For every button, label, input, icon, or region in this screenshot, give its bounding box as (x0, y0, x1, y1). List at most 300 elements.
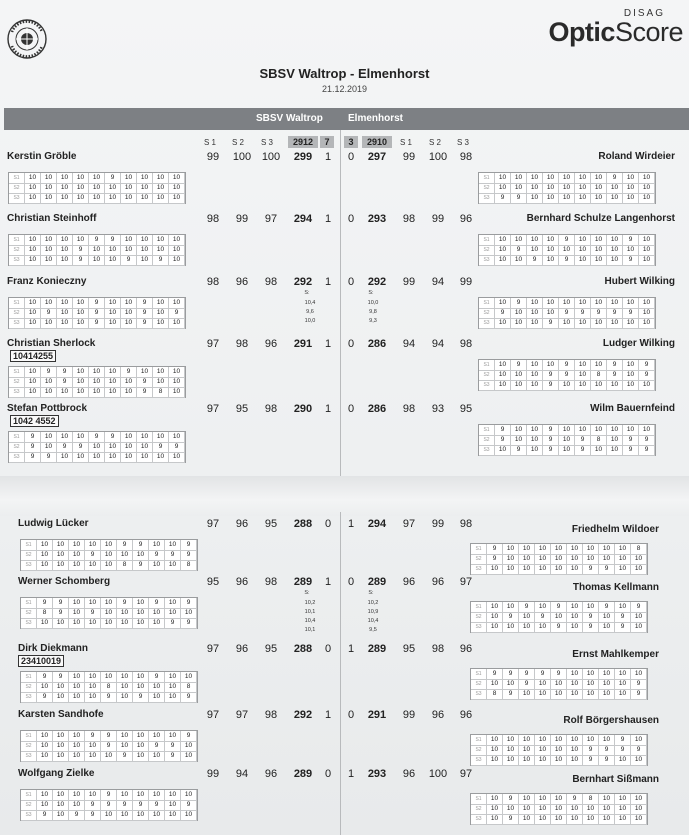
shot-value: 10 (535, 814, 551, 825)
shot-value: 10 (551, 544, 567, 555)
shot-value: 10 (53, 618, 69, 629)
shot-value: 10 (137, 193, 153, 204)
home-series-2: 96 (235, 576, 249, 588)
shot-value: 10 (181, 790, 197, 801)
shot-value: 10 (165, 598, 181, 609)
shot-value: 10 (551, 689, 567, 700)
shot-value: 10 (153, 173, 169, 184)
away-series-3: 95 (459, 403, 473, 415)
home-series-grid (8, 431, 186, 463)
shot-value: 9 (575, 445, 591, 456)
away-grid-row (471, 745, 647, 755)
away-grid-row-label: S1 (471, 602, 487, 613)
shot-value: 10 (41, 387, 57, 398)
shot-value: 10 (639, 193, 655, 204)
shot-value: 10 (519, 814, 535, 825)
home-points: 0 (324, 643, 332, 655)
shot-value: 10 (623, 380, 639, 391)
shot-value: 10 (41, 235, 57, 246)
away-grid-row (471, 689, 647, 699)
shot-value: 10 (623, 183, 639, 194)
away-points: 0 (347, 151, 355, 163)
away-series-3: 97 (459, 576, 473, 588)
away-total: 293 (367, 213, 387, 225)
shot-value: 10 (53, 560, 69, 571)
shot-value: 10 (551, 612, 567, 623)
shot-value: 10 (551, 814, 567, 825)
shot-value: 9 (615, 612, 631, 623)
home-grid-row (21, 550, 197, 560)
shot-value: 10 (559, 435, 575, 446)
shot-value: 8 (181, 560, 197, 571)
shot-value: 10 (631, 794, 647, 805)
shot-value: 9 (487, 554, 503, 565)
shot-value: 9 (631, 689, 647, 700)
shot-value: 10 (53, 810, 69, 821)
away-points: 0 (347, 213, 355, 225)
home-series-1: 97 (206, 643, 220, 655)
home-grid-row-label: S1 (9, 173, 25, 184)
home-grid-row (9, 298, 185, 308)
shot-value: 10 (575, 380, 591, 391)
shot-value: 10 (133, 731, 149, 742)
shot-value: 10 (543, 193, 559, 204)
shot-value: 9 (121, 255, 137, 266)
shot-value: 9 (487, 669, 503, 680)
away-series-2: 96 (431, 709, 445, 721)
shot-value: 10 (535, 735, 551, 746)
shot-value: 10 (503, 564, 519, 575)
shot-value: 10 (535, 622, 551, 633)
shot-value: 9 (503, 669, 519, 680)
shot-value: 10 (511, 425, 527, 436)
shot-value: 9 (639, 435, 655, 446)
home-grid-row (21, 800, 197, 810)
shot-value: 10 (121, 173, 137, 184)
shot-value: 10 (519, 689, 535, 700)
shot-value: 10 (615, 564, 631, 575)
away-grid-row (471, 612, 647, 622)
shot-value: 9 (559, 308, 575, 319)
shot-value: 9 (527, 255, 543, 266)
away-grid-row (471, 679, 647, 689)
shot-value: 10 (527, 370, 543, 381)
shot-value: 10 (153, 298, 169, 309)
shot-value: 10 (41, 377, 57, 388)
shot-value: 10 (543, 255, 559, 266)
shot-value: 9 (543, 318, 559, 329)
home-points: 1 (324, 276, 332, 288)
shot-value: 10 (25, 235, 41, 246)
shot-value: 10 (149, 560, 165, 571)
home-grid-row-label: S1 (9, 298, 25, 309)
away-col-s1: S 1 (400, 138, 413, 147)
shot-value: 10 (583, 679, 599, 690)
shot-value: 10 (511, 435, 527, 446)
shot-value: 10 (153, 193, 169, 204)
shot-value: 9 (495, 193, 511, 204)
shot-value: 10 (575, 193, 591, 204)
shot-value: 8 (37, 608, 53, 619)
shot-value: 9 (631, 602, 647, 613)
shot-value: 10 (169, 183, 185, 194)
shot-value: 10 (615, 755, 631, 766)
home-series-grid (20, 539, 198, 571)
home-series-grid (8, 297, 186, 329)
shot-value: 10 (495, 318, 511, 329)
shot-value: 10 (511, 173, 527, 184)
away-series-3: 98 (459, 338, 473, 350)
shot-value: 9 (503, 689, 519, 700)
shot-value: 10 (511, 370, 527, 381)
away-grid-row (471, 814, 647, 824)
shot-value: 9 (121, 367, 137, 378)
shot-value: 10 (567, 669, 583, 680)
home-grid-row (9, 318, 185, 328)
away-grid-row-label: S2 (479, 308, 495, 319)
shot-value: 10 (69, 692, 85, 703)
shot-value: 10 (567, 554, 583, 565)
shot-value: 10 (169, 318, 185, 329)
away-grid-row-label: S2 (471, 745, 487, 756)
away-total: 294 (367, 518, 387, 530)
shot-value: 9 (41, 308, 57, 319)
shot-value: 9 (85, 800, 101, 811)
shot-value: 10 (169, 377, 185, 388)
shot-value: 10 (89, 367, 105, 378)
shot-value: 10 (535, 564, 551, 575)
away-shooter-name: Hubert Wilking (604, 276, 675, 287)
shot-value: 10 (73, 173, 89, 184)
shot-value: 10 (169, 193, 185, 204)
shot-value: 10 (41, 318, 57, 329)
shot-value: 9 (559, 255, 575, 266)
shot-value: 10 (615, 554, 631, 565)
shot-value: 10 (535, 544, 551, 555)
shot-value: 10 (567, 689, 583, 700)
shot-value: 10 (583, 689, 599, 700)
shot-value: 10 (69, 682, 85, 693)
shot-value: 10 (535, 602, 551, 613)
shot-value: 10 (495, 235, 511, 246)
home-shootoff-shot: 10,2 (304, 600, 316, 606)
away-grid-row-label: S1 (479, 360, 495, 371)
shot-value: 10 (559, 173, 575, 184)
home-series-2: 95 (235, 403, 249, 415)
home-grid-row-label: S2 (9, 308, 25, 319)
shot-value: 9 (37, 810, 53, 821)
shot-value: 10 (85, 560, 101, 571)
shot-value: 10 (519, 794, 535, 805)
away-shooter-name: Ernst Mahlkemper (572, 649, 659, 660)
home-grid-row-label: S3 (9, 452, 25, 463)
shot-value: 9 (591, 308, 607, 319)
away-shootoff-shot: 9,5 (369, 627, 377, 633)
shot-value: 9 (133, 540, 149, 551)
shot-value: 10 (639, 308, 655, 319)
shot-value: 8 (101, 682, 117, 693)
away-grid-row-label: S3 (479, 255, 495, 266)
shot-value: 10 (599, 612, 615, 623)
away-series-3: 98 (459, 151, 473, 163)
shot-value: 10 (503, 622, 519, 633)
shot-value: 10 (583, 804, 599, 815)
shot-value: 10 (73, 235, 89, 246)
home-total: 292 (293, 276, 313, 288)
away-grid-row (471, 669, 647, 679)
shot-value: 10 (559, 445, 575, 456)
home-grid-row-label: S2 (21, 682, 37, 693)
shot-value: 10 (599, 689, 615, 700)
shot-value: 10 (117, 741, 133, 752)
away-series-1: 96 (402, 576, 416, 588)
home-grid-row-label: S3 (9, 318, 25, 329)
home-shootoff-label: S: (304, 590, 310, 596)
home-points: 0 (324, 768, 332, 780)
shot-value: 9 (599, 745, 615, 756)
shot-value: 9 (101, 741, 117, 752)
shot-value: 10 (37, 682, 53, 693)
shot-value: 9 (181, 618, 197, 629)
shot-value: 10 (559, 298, 575, 309)
shot-value: 10 (607, 235, 623, 246)
home-grid-row (21, 731, 197, 741)
shot-value: 10 (551, 745, 567, 756)
shot-value: 10 (559, 425, 575, 436)
home-series-2: 99 (235, 213, 249, 225)
shot-value: 10 (69, 608, 85, 619)
shot-value: 10 (567, 622, 583, 633)
shot-value: 10 (551, 554, 567, 565)
shot-value: 10 (583, 554, 599, 565)
home-grid-row-label: S1 (21, 598, 37, 609)
shot-value: 9 (181, 550, 197, 561)
away-series-2: 96 (431, 576, 445, 588)
away-series-2: 100 (428, 768, 448, 780)
away-grid-row-label: S2 (479, 370, 495, 381)
shot-value: 9 (153, 255, 169, 266)
shot-value: 9 (607, 173, 623, 184)
shot-value: 10 (639, 298, 655, 309)
home-points: 1 (324, 403, 332, 415)
shot-value: 10 (73, 308, 89, 319)
shot-value: 10 (527, 380, 543, 391)
shot-value: 10 (575, 235, 591, 246)
shot-value: 10 (543, 308, 559, 319)
shot-value: 9 (559, 235, 575, 246)
shot-value: 9 (575, 308, 591, 319)
home-grid-row-label: S1 (21, 540, 37, 551)
shot-value: 10 (615, 544, 631, 555)
home-total: 292 (293, 709, 313, 721)
home-grid-row-label: S3 (21, 751, 37, 762)
home-shootoff-shot: 10,1 (304, 609, 316, 615)
shot-value: 9 (53, 608, 69, 619)
shot-value: 10 (591, 245, 607, 256)
shot-value: 10 (535, 745, 551, 756)
shot-value: 10 (121, 235, 137, 246)
shot-value: 10 (567, 544, 583, 555)
shot-value: 8 (583, 794, 599, 805)
shot-value: 10 (535, 689, 551, 700)
shot-value: 10 (105, 308, 121, 319)
away-grid-row (479, 173, 655, 183)
shot-value: 10 (599, 669, 615, 680)
shot-value: 9 (85, 550, 101, 561)
shot-value: 9 (487, 544, 503, 555)
shot-value: 10 (117, 810, 133, 821)
shot-value: 10 (153, 452, 169, 463)
home-grid-row (21, 751, 197, 761)
home-shooter-name: Karsten Sandhofe (18, 709, 104, 720)
away-series-2: 100 (428, 151, 448, 163)
home-shooter-name: Kerstin Gröble (7, 151, 77, 162)
away-series-1: 95 (402, 643, 416, 655)
away-series-1: 99 (402, 151, 416, 163)
home-series-grid (8, 366, 186, 398)
shot-value: 10 (567, 755, 583, 766)
shot-value: 10 (137, 432, 153, 443)
away-points: 1 (347, 518, 355, 530)
away-grid-row-label: S3 (479, 380, 495, 391)
home-series-3: 98 (264, 276, 278, 288)
shot-value: 9 (153, 442, 169, 453)
shot-value: 10 (607, 255, 623, 266)
home-grid-row-label: S3 (21, 692, 37, 703)
shot-value: 10 (53, 790, 69, 801)
shot-value: 10 (495, 370, 511, 381)
shot-value: 9 (615, 745, 631, 756)
shot-value: 10 (89, 245, 105, 256)
home-license-number: 23410019 (18, 655, 64, 667)
shot-value: 10 (89, 183, 105, 194)
shot-value: 10 (181, 608, 197, 619)
away-shootoff-label: S: (368, 290, 374, 296)
shot-value: 10 (623, 245, 639, 256)
shot-value: 10 (117, 682, 133, 693)
away-series-3: 96 (459, 709, 473, 721)
shot-value: 9 (89, 432, 105, 443)
shot-value: 8 (153, 387, 169, 398)
shot-value: 9 (181, 540, 197, 551)
shot-value: 10 (25, 387, 41, 398)
home-grid-row-label: S1 (21, 731, 37, 742)
shot-value: 9 (57, 377, 73, 388)
shot-value: 10 (575, 318, 591, 329)
shot-value: 10 (25, 367, 41, 378)
shot-value: 10 (117, 672, 133, 683)
home-team-total: 2912 (288, 136, 318, 148)
home-total: 288 (293, 643, 313, 655)
home-points: 1 (324, 213, 332, 225)
shot-value: 10 (181, 751, 197, 762)
shot-value: 10 (519, 612, 535, 623)
shot-value: 10 (495, 183, 511, 194)
shot-value: 10 (137, 183, 153, 194)
home-grid-row (9, 235, 185, 245)
home-shootoff-shot: 10,4 (304, 618, 316, 624)
shot-value: 10 (73, 452, 89, 463)
shot-value: 10 (153, 308, 169, 319)
home-grid-row-label: S2 (21, 550, 37, 561)
shot-value: 10 (57, 298, 73, 309)
shot-value: 10 (181, 672, 197, 683)
shot-value: 10 (591, 360, 607, 371)
shot-value: 10 (503, 735, 519, 746)
shot-value: 10 (551, 679, 567, 690)
shot-value: 10 (25, 193, 41, 204)
away-series-grid (470, 601, 648, 633)
home-col-s3: S 3 (261, 138, 274, 147)
shot-value: 10 (169, 245, 185, 256)
shot-value: 10 (169, 432, 185, 443)
away-grid-row-label: S3 (479, 193, 495, 204)
shot-value: 10 (25, 173, 41, 184)
shot-value: 10 (591, 255, 607, 266)
shot-value: 10 (121, 432, 137, 443)
away-grid-row-label: S1 (479, 235, 495, 246)
away-grid-row (479, 245, 655, 255)
home-total: 299 (293, 151, 313, 163)
shot-value: 9 (519, 669, 535, 680)
shot-value: 10 (25, 245, 41, 256)
home-grid-row (9, 367, 185, 377)
shot-value: 10 (543, 298, 559, 309)
away-series-3: 97 (459, 768, 473, 780)
shot-value: 10 (53, 751, 69, 762)
shot-value: 10 (53, 800, 69, 811)
home-total: 290 (293, 403, 313, 415)
home-grid-row-label: S2 (9, 442, 25, 453)
shot-value: 9 (583, 622, 599, 633)
brand-small: DISAG (623, 8, 665, 19)
shot-value: 10 (53, 741, 69, 752)
shot-value: 10 (57, 387, 73, 398)
away-series-1: 96 (402, 768, 416, 780)
shot-value: 9 (559, 360, 575, 371)
shot-value: 9 (89, 298, 105, 309)
shot-value: 9 (607, 308, 623, 319)
shot-value: 10 (527, 173, 543, 184)
shot-value: 10 (511, 318, 527, 329)
shot-value: 9 (639, 445, 655, 456)
shot-value: 10 (567, 804, 583, 815)
home-series-1: 97 (206, 338, 220, 350)
away-series-1: 98 (402, 403, 416, 415)
shot-value: 10 (559, 318, 575, 329)
shot-value: 10 (527, 360, 543, 371)
shot-value: 10 (121, 377, 137, 388)
brand-logo (548, 8, 683, 45)
away-grid-row-label: S2 (479, 435, 495, 446)
home-team-name: SBSV Waltrop (256, 113, 323, 124)
shot-value: 9 (631, 679, 647, 690)
away-grid-row-label: S1 (479, 425, 495, 436)
home-shooter-name: Stefan Pottbrock (7, 403, 88, 414)
home-shooter-name: Wolfgang Zielke (18, 768, 95, 779)
shot-value: 10 (591, 318, 607, 329)
shot-value: 9 (511, 298, 527, 309)
shot-value: 10 (535, 755, 551, 766)
shot-value: 10 (53, 682, 69, 693)
shot-value: 10 (583, 669, 599, 680)
shot-value: 10 (631, 669, 647, 680)
shot-value: 10 (527, 308, 543, 319)
home-points: 1 (324, 151, 332, 163)
shot-value: 10 (575, 173, 591, 184)
shot-value: 10 (69, 731, 85, 742)
shot-value: 10 (121, 442, 137, 453)
